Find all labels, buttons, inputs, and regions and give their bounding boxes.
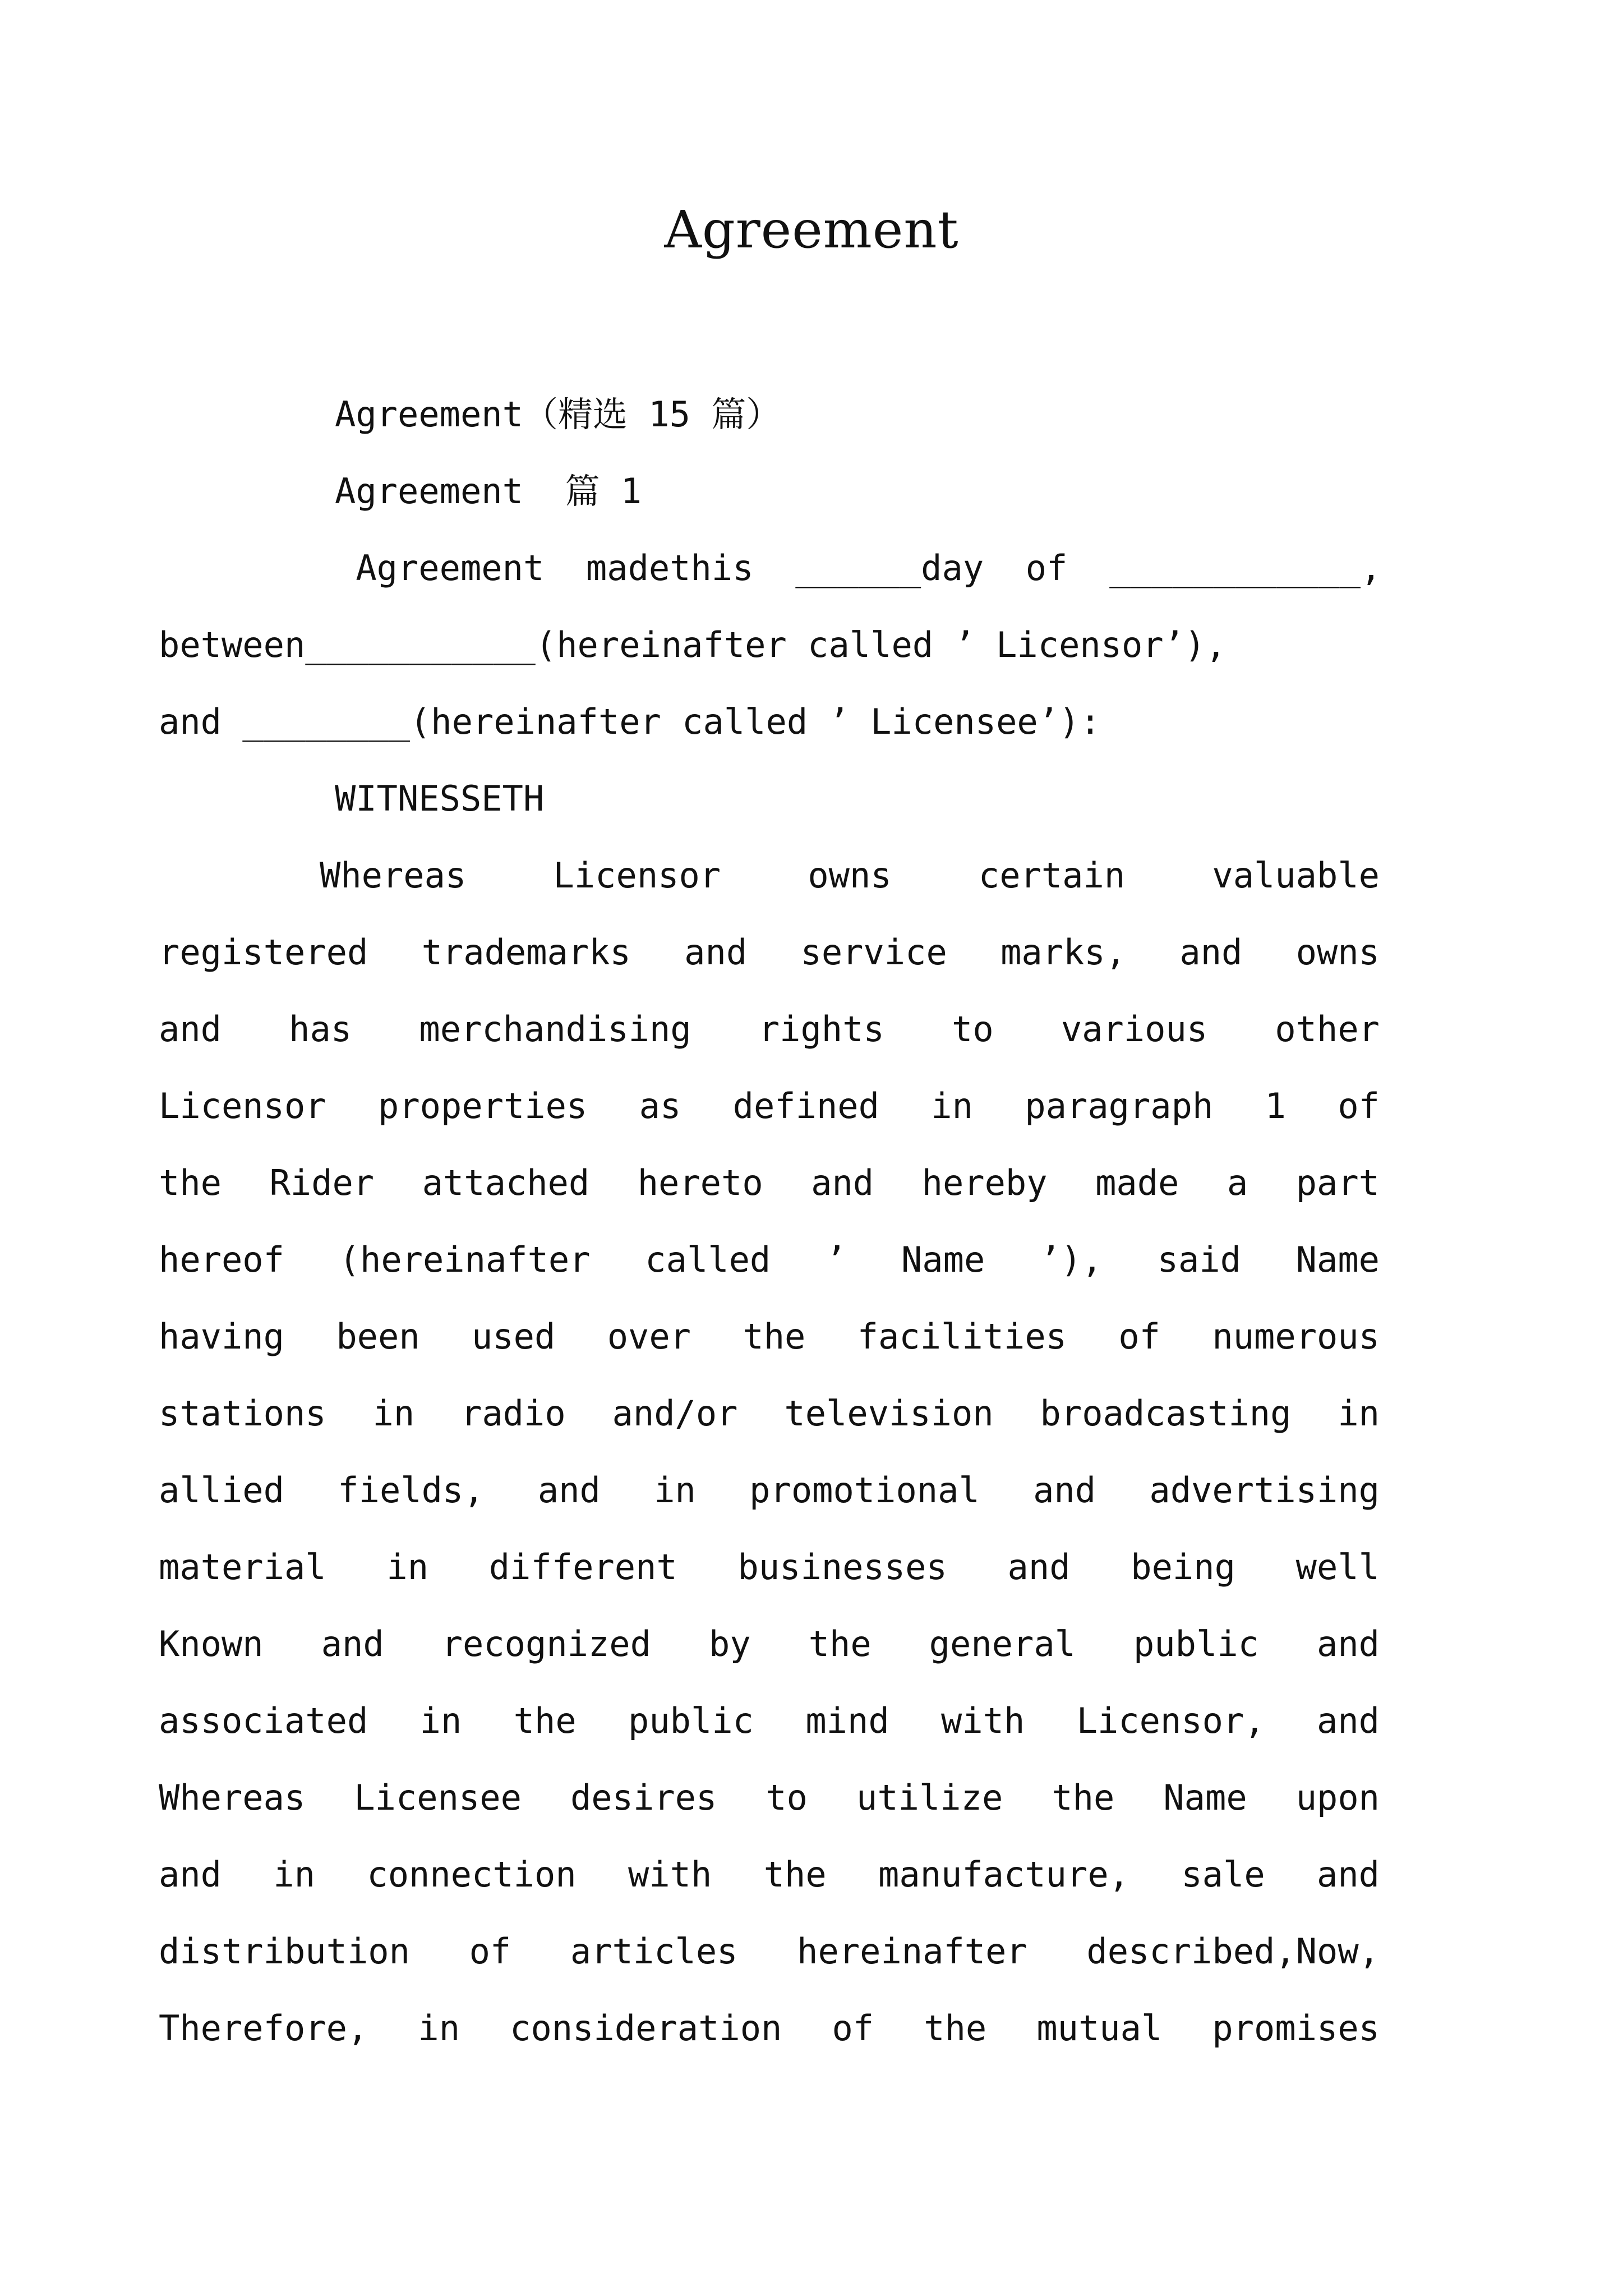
opening-line: between___________(hereinafter called ’ Licensor’), [159,624,1227,665]
body-line: hereof (hereinafter called ’ Name ’), said Name [159,1239,1380,1280]
opening-line: and ________(hereinafter called ’ Licensee’): [159,701,1101,742]
document-body [159,376,1382,2067]
body-line: Licensor properties as defined in paragraph 1 of [159,1085,1380,1126]
witness-heading: WITNESSETH [335,778,545,819]
body-line: the Rider attached hereto and hereby made a part [159,1162,1380,1203]
body-line: Therefore, in consideration of the mutual promises [159,2008,1380,2049]
body-line: Known and recognized by the general public and [159,1623,1380,1664]
section-heading: Agreement 篇 1 [335,471,642,512]
body-line: stations in radio and/or television broadcasting in [159,1393,1380,1434]
document-title: Agreement [664,200,959,260]
document-subtitle: Agreement（精选 15 篇） [335,394,781,435]
body-line: allied fields, and in promotional and advertising [159,1470,1380,1511]
body-line: distribution of articles hereinafter described,Now, [159,1931,1380,1972]
body-line: Whereas Licensee desires to utilize the Name upon [159,1777,1380,1818]
body-line: having been used over the facilities of numerous [159,1316,1380,1357]
body-line: associated in the public mind with Licensor, and [159,1700,1380,1741]
body-line: registered trademarks and service marks, and owns [159,932,1380,973]
body-line: and in connection with the manufacture, sale and [159,1854,1380,1895]
opening-line: Agreement madethis ______day of ____________, [335,547,1382,588]
body-line: material in different businesses and being well [159,1547,1380,1588]
body-line: and has merchandising rights to various other [159,1009,1380,1050]
body-line: Whereas Licensor owns certain valuable [320,855,1380,896]
